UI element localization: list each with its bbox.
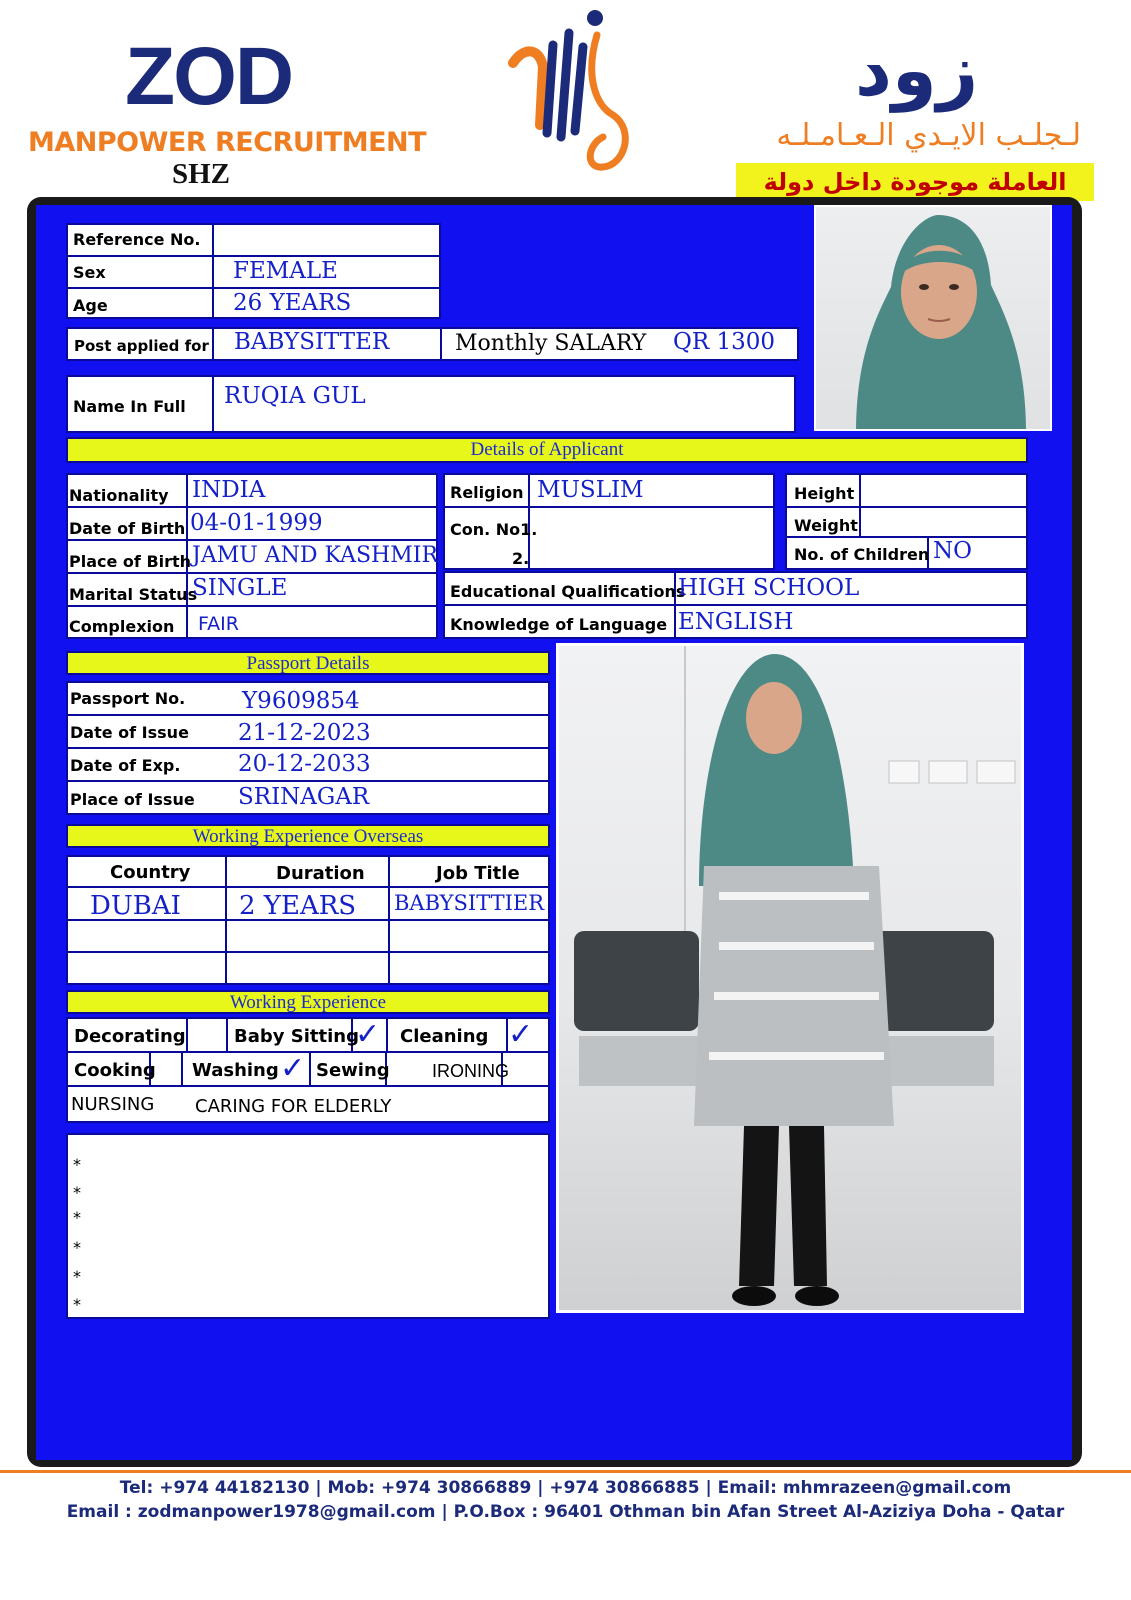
complexion-value: FAIR (198, 613, 239, 635)
age-label: Age (73, 296, 108, 315)
overseas-row3-country-cell (68, 953, 227, 983)
passport-table (66, 681, 550, 815)
language-value: ENGLISH (678, 609, 794, 635)
complexion-label: Complexion (69, 617, 175, 636)
age-value: 26 YEARS (233, 290, 352, 316)
full-body-image (559, 646, 1024, 1313)
skill-baby-sitting: Baby Sitting (234, 1026, 359, 1047)
pob-value: JAMU AND KASHMIR (192, 543, 439, 568)
brand-subtitle-ar: لـجلـب الايـدي الـعـامـلـه (776, 118, 1081, 153)
overseas-header-job: Job Title (436, 863, 520, 884)
nationality-label: Nationality (69, 486, 169, 505)
religion-contact-table (443, 473, 775, 570)
brand-name-en: ZOD (125, 31, 293, 122)
overseas-row2-duration-cell (227, 921, 390, 953)
skill-caring-elderly: CARING FOR ELDERLY (195, 1096, 392, 1117)
company-logo-icon (495, 5, 665, 180)
pob-label: Place of Birth (69, 552, 192, 571)
exp-date-label: Date of Exp. (70, 756, 181, 775)
notes-box (66, 1133, 550, 1319)
education-value: HIGH SCHOOL (678, 575, 860, 601)
place-issue-label: Place of Issue (70, 790, 195, 809)
note-bullet: * (73, 1295, 81, 1314)
skill-sewing: Sewing (316, 1060, 390, 1081)
height-label: Height (794, 484, 855, 503)
overseas-duration-value: 2 YEARS (239, 891, 357, 921)
brand-subtitle: MANPOWER RECRUITMENT (28, 127, 427, 158)
overseas-header-duration: Duration (276, 863, 365, 884)
passport-no-value: Y9609854 (242, 688, 360, 714)
language-label: Knowledge of Language (450, 615, 668, 634)
checkmark-icon: ✓ (280, 1051, 306, 1086)
checkmark-icon: ✓ (508, 1017, 534, 1052)
education-language-table (443, 571, 1028, 639)
salary-value: QR 1300 (673, 329, 776, 355)
note-bullet: * (73, 1208, 81, 1227)
name-row (66, 375, 796, 433)
skill-ironing: IRONING (432, 1061, 510, 1081)
details-section-title: Details of Applicant (66, 437, 1028, 463)
note-bullet: * (73, 1267, 81, 1286)
footer-contact-line1: Tel: +974 44182130 | Mob: +974 30866889 | +974 30866885 | Email: mhmrazeen@gmail.com (119, 1478, 1012, 1498)
issue-date-label: Date of Issue (70, 723, 189, 742)
religion-label: Religion (450, 483, 524, 502)
overseas-job-value: BABYSITTIER (394, 891, 545, 915)
issue-date-value: 21-12-2023 (238, 720, 371, 746)
religion-value: MUSLIM (537, 477, 644, 503)
post-value: BABYSITTER (234, 329, 390, 355)
skill-cleaning: Cleaning (400, 1026, 489, 1047)
sex-label: Sex (73, 263, 106, 282)
note-bullet: * (73, 1183, 81, 1202)
footer-contact-line2: Email : zodmanpower1978@gmail.com | P.O.Box : 96401 Othman bin Afan Street Al-Aziziya Doha - Qatar (66, 1502, 1065, 1522)
skill-decorating: Decorating (74, 1026, 186, 1047)
post-label: Post applied for (74, 337, 209, 355)
note-bullet: * (73, 1238, 81, 1257)
checkmark-icon: ✓ (355, 1017, 381, 1052)
reference-label: Reference No. (73, 230, 201, 249)
dob-value: 04-01-1999 (190, 510, 323, 536)
skill-nursing: NURSING (71, 1094, 155, 1115)
personal-details-table (66, 473, 438, 639)
overseas-country-value: DUBAI (90, 891, 181, 921)
contact1-label: Con. No1. (450, 520, 538, 539)
overseas-header-country: Country (110, 862, 191, 883)
children-label: No. of Children (794, 545, 930, 564)
education-label: Educational Qualifications (450, 582, 686, 601)
footer-divider (0, 1470, 1131, 1473)
note-bullet: * (73, 1155, 81, 1174)
overseas-row2-job-cell (390, 921, 548, 953)
overseas-table (66, 855, 550, 985)
exp-date-value: 20-12-2033 (238, 751, 371, 777)
overseas-section-title: Working Experience Overseas (66, 824, 550, 848)
sex-value: FEMALE (233, 258, 338, 284)
portrait-image (816, 207, 1052, 431)
marital-label: Marital Status (69, 585, 198, 604)
place-issue-value: SRINAGAR (238, 784, 370, 810)
children-value: NO (933, 538, 972, 564)
location-banner: العاملة موجودة داخل دولة (736, 163, 1094, 201)
applicant-portrait-photo (814, 205, 1052, 431)
name-value: RUQIA GUL (224, 383, 366, 409)
skill-check-cell (188, 1019, 228, 1053)
nationality-value: INDIA (192, 477, 266, 503)
skill-washing: Washing (192, 1060, 279, 1081)
post-salary-row (66, 327, 799, 361)
ref-value-cell (214, 225, 439, 257)
weight-value-cell (861, 508, 1026, 538)
marital-value: SINGLE (192, 575, 288, 601)
basic-info-table (66, 223, 441, 319)
skill-check-cell (151, 1053, 183, 1087)
contact2-label: 2. (512, 549, 530, 568)
applicant-full-photo (556, 643, 1024, 1313)
height-value-cell (861, 475, 1026, 508)
experience-table (66, 1017, 550, 1123)
brand-code: SHZ (172, 158, 231, 190)
skill-check-cell (503, 1053, 548, 1087)
physical-details-table (785, 473, 1028, 570)
overseas-row3-duration-cell (227, 953, 390, 983)
brand-name-ar: زود (855, 28, 979, 112)
salary-label: Monthly SALARY (455, 331, 647, 356)
passport-no-label: Passport No. (70, 689, 186, 708)
weight-label: Weight (794, 516, 858, 535)
passport-section-title: Passport Details (66, 651, 550, 675)
overseas-row2-country-cell (68, 921, 227, 953)
skill-cooking: Cooking (74, 1060, 156, 1081)
dob-label: Date of Birth (69, 519, 186, 538)
name-label: Name In Full (73, 397, 186, 416)
experience-section-title: Working Experience (66, 990, 550, 1014)
